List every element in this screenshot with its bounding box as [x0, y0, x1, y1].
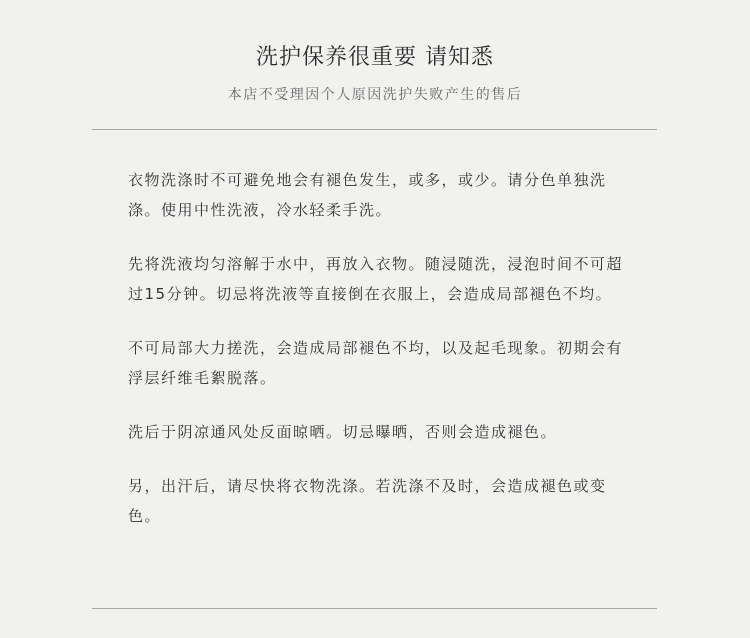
instruction-paragraph-3: 不可局部大力搓洗，会造成局部褪色不均，以及起毛现象。初期会有浮层纤维毛絮脱落。 [128, 339, 624, 387]
care-instructions [128, 165, 638, 555]
instruction-paragraph-2: 先将洗液均匀溶解于水中，再放入衣物。随浸随洗，浸泡时间不可超过15分钟。切忌将洗液等直接倒在衣服上，会造成局部褪色不均。 [128, 255, 624, 303]
bottom-divider [92, 608, 657, 609]
instruction-paragraph-1: 衣物洗涤时不可避免地会有褪色发生，或多，或少。请分色单独洗涤。使用中性洗液，冷水轻柔手洗。 [128, 171, 607, 219]
page-title: 洗护保养很重要 请知悉 [256, 45, 494, 70]
page-subtitle: 本店不受理因个人原因洗护失败产生的售后 [227, 87, 523, 103]
instruction-paragraph-5: 另，出汗后，请尽快将衣物洗涤。若洗涤不及时，会造成褪色或变色。 [128, 477, 607, 525]
top-divider [92, 129, 657, 130]
instruction-paragraph-4: 洗后于阴凉通风处反面晾晒。切忌曝晒，否则会造成褪色。 [128, 423, 558, 441]
